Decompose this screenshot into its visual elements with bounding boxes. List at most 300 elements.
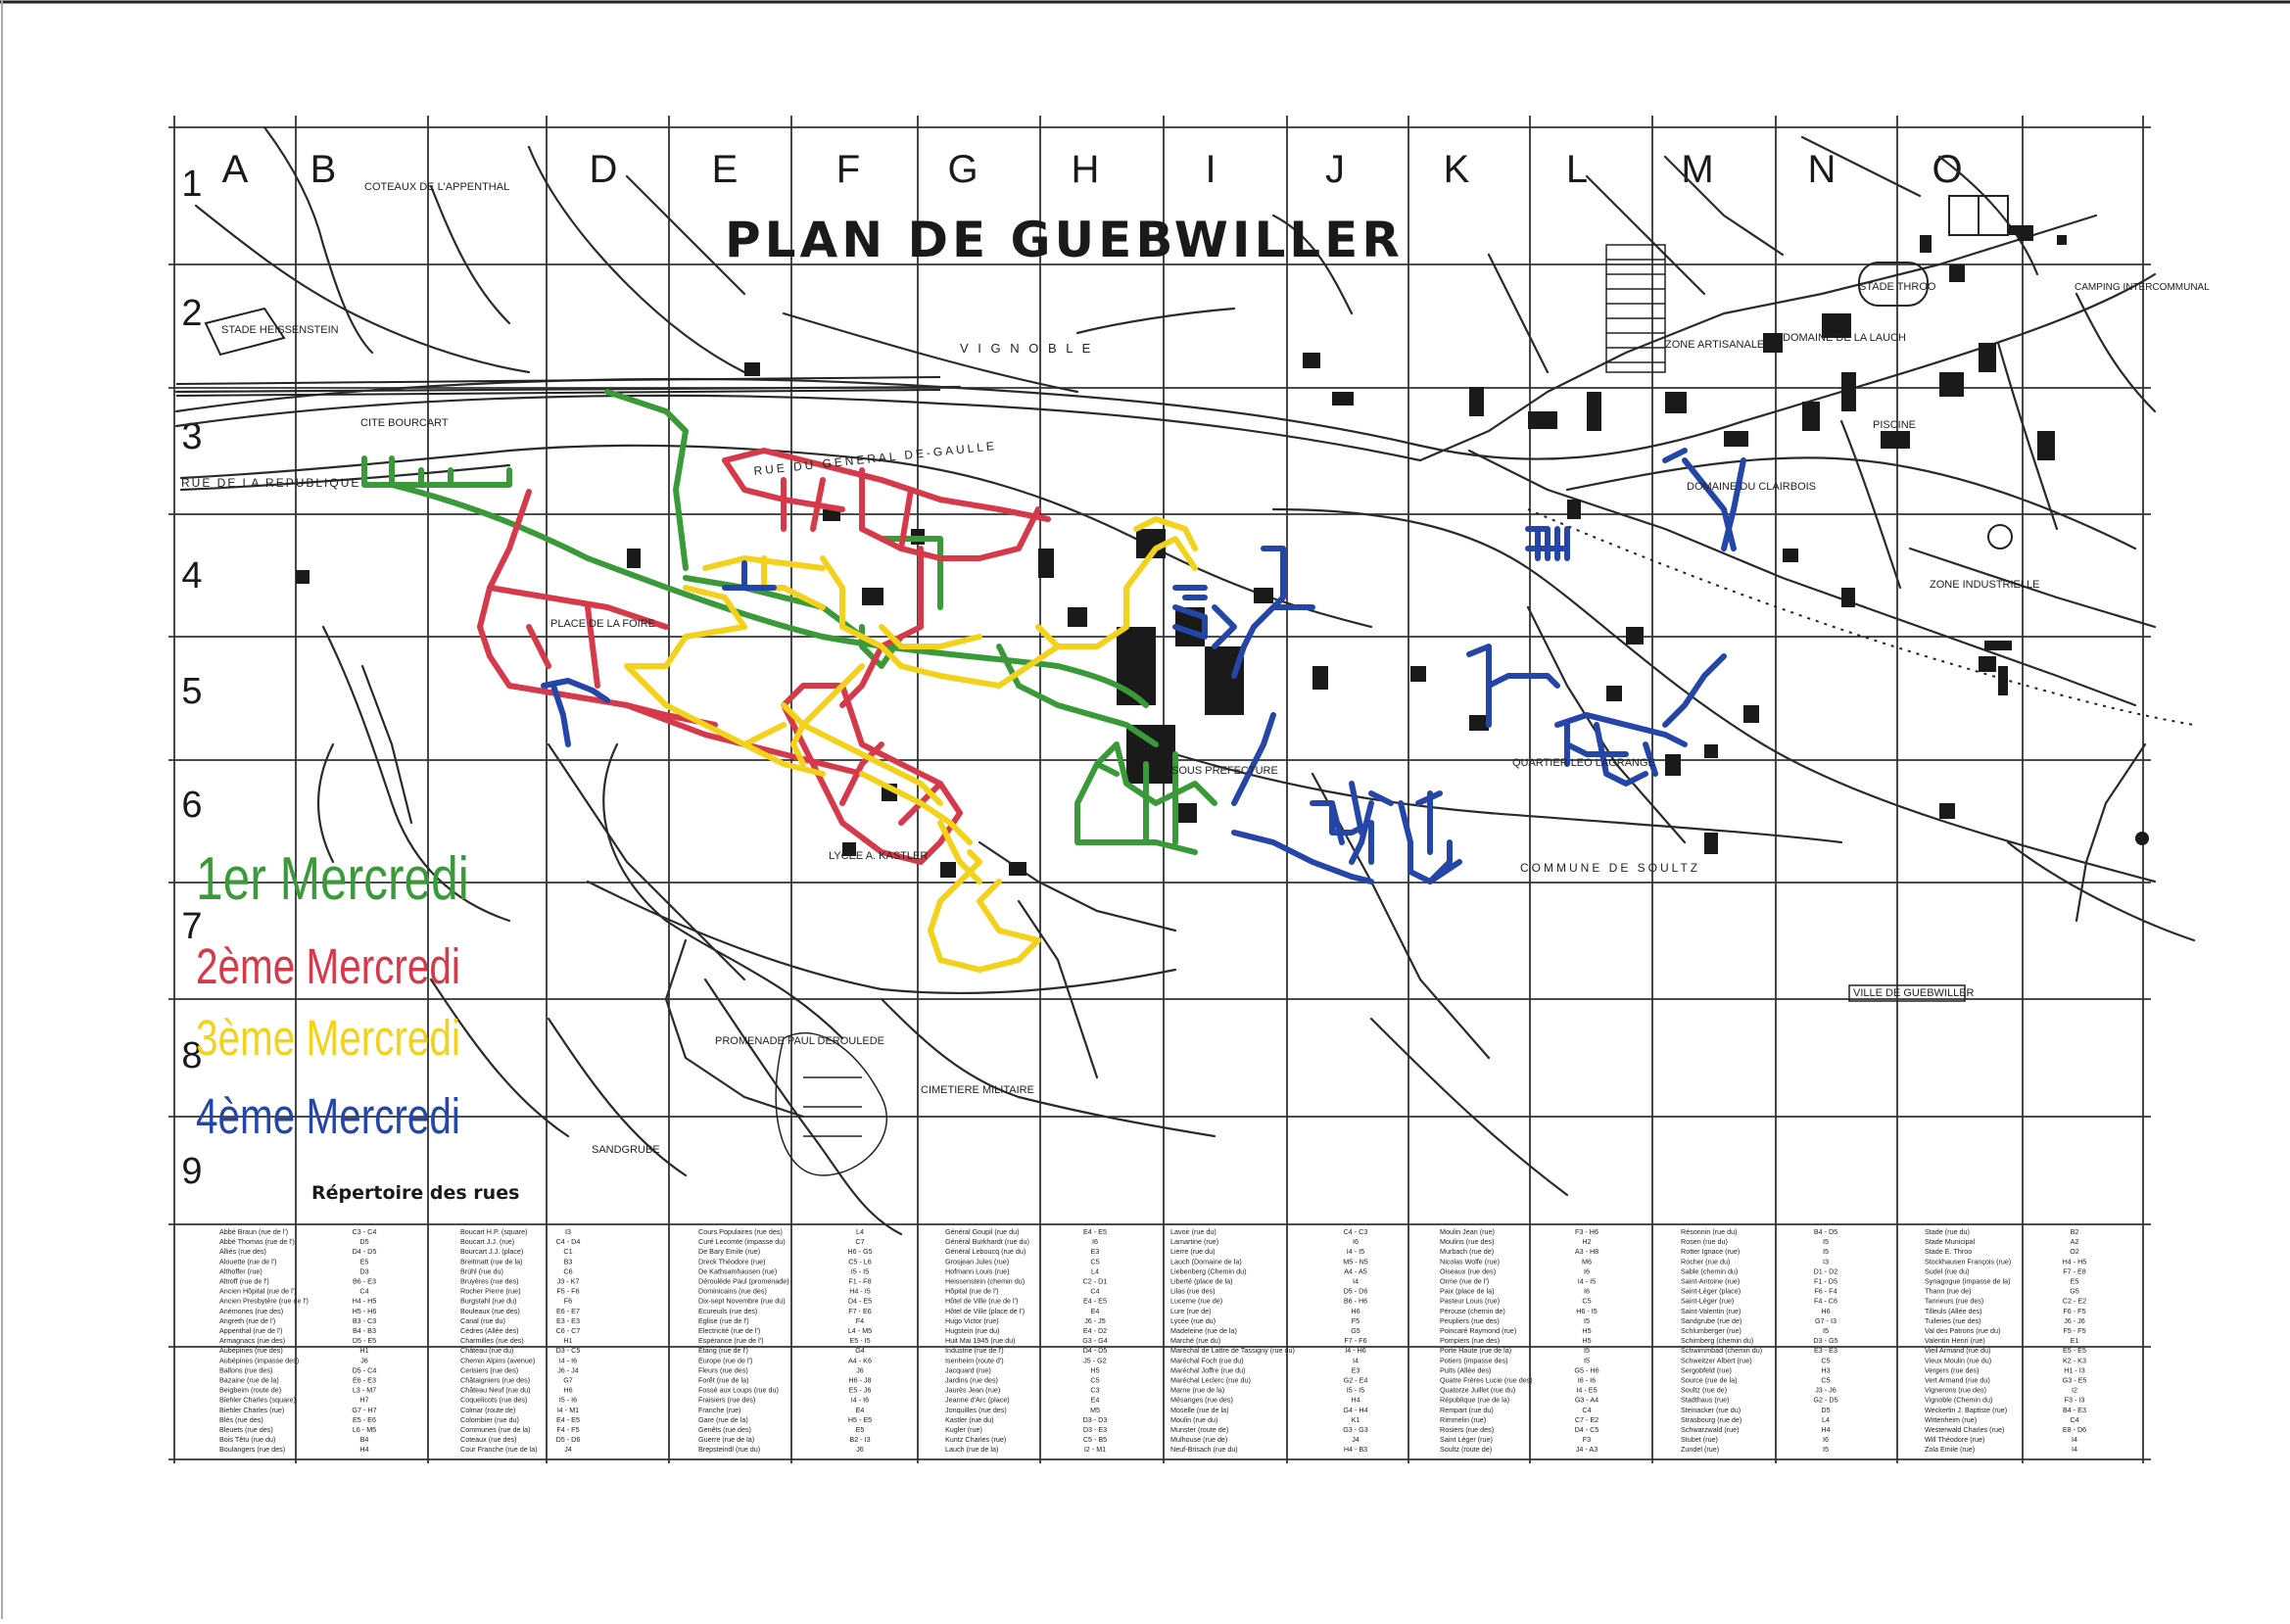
street-grid-ref: D5 - C4: [352, 1365, 377, 1375]
legend-item: 2ème Mercredi: [196, 938, 460, 995]
street-name: Pompiers (rue des): [1440, 1336, 1501, 1346]
street-name: Thann (rue de): [1925, 1286, 1972, 1296]
street-grid-ref: D4 - E5: [847, 1296, 873, 1306]
street-name: Vignoble (Chemin du): [1925, 1395, 1993, 1405]
street-grid-ref: H1 - I3: [2064, 1365, 2085, 1375]
street-name: Aubépines (rue des): [219, 1346, 283, 1356]
street-name: Europe (rue de l'): [698, 1356, 753, 1365]
street-grid-ref: I5: [1823, 1237, 1829, 1247]
row-label: 3: [181, 416, 203, 457]
street-grid-ref: A3 - H8: [1574, 1247, 1599, 1257]
street-grid-ref: G4: [855, 1346, 865, 1356]
street-name: Forêt (rue de la): [698, 1375, 749, 1385]
street-name: Stadthaus (rue): [1681, 1395, 1730, 1405]
street-name: Vergers (rue des): [1925, 1365, 1980, 1375]
street-name: Saint-Léger (place): [1681, 1286, 1741, 1296]
street-grid-ref: C3: [1090, 1385, 1100, 1395]
street-grid-ref: C2 - D1: [1082, 1276, 1108, 1286]
street-grid-ref: E5: [855, 1425, 865, 1434]
street-name: Soultz (route de): [1440, 1445, 1493, 1455]
street-grid-ref: E4 - D2: [1082, 1326, 1108, 1335]
label-sandgrube: SANDGRUBE: [592, 1144, 660, 1156]
street-name: Saint-Léger (rue): [1681, 1296, 1735, 1306]
street-grid-ref: H6 - G5: [847, 1247, 873, 1257]
street-grid-ref: H5: [1090, 1365, 1100, 1375]
street-name: Vert Armand (rue du): [1925, 1375, 1990, 1385]
street-name: Rosiers (rue des): [1440, 1425, 1495, 1434]
street-grid-ref: D4 - D5: [1082, 1346, 1108, 1356]
street-grid-ref: F4 - F5: [556, 1425, 580, 1434]
street-name: Marne (rue de la): [1170, 1385, 1225, 1395]
map-title: PLAN DE GUEBWILLER: [725, 212, 1404, 268]
street-name: Poincaré Raymond (rue): [1440, 1326, 1517, 1335]
street-name: Fraisiers (rue des): [698, 1395, 756, 1405]
column-label: D: [589, 148, 618, 191]
column-label: I: [1205, 148, 1217, 191]
column-label: H: [1071, 148, 1100, 191]
street-name: Peupliers (rue des): [1440, 1315, 1500, 1325]
street-name: Industrie (rue de l'): [945, 1346, 1004, 1356]
street-grid-ref: L4: [1822, 1414, 1830, 1424]
street-grid-ref: C6: [563, 1266, 573, 1276]
street-grid-ref: I4: [2072, 1435, 2077, 1445]
street-grid-ref: A4 - A5: [1344, 1266, 1367, 1276]
street-grid-ref: D3: [359, 1266, 369, 1276]
street-name: Coteaux (rue des): [460, 1435, 517, 1445]
map-labels: [181, 181, 2210, 1156]
street-name: Guerre (rue de la): [698, 1435, 755, 1445]
street-grid-ref: I6: [1353, 1237, 1359, 1247]
label-quartier-leo: QUARTIER LEO LAGRANGE: [1512, 757, 1655, 769]
street-grid-ref: C5: [1821, 1356, 1831, 1365]
route-3eme-mercredi: [627, 519, 1195, 970]
street-name: Weckerlin J. Baptiste (rue): [1925, 1405, 2008, 1414]
street-grid-ref: J3 - J6: [1815, 1385, 1837, 1395]
street-name: Hôtel de Ville (rue de l'): [945, 1296, 1019, 1306]
street-grid-ref: C5: [1090, 1375, 1100, 1385]
street-grid-ref: B3 - C3: [352, 1315, 377, 1325]
street-name: Rotter Ignace (rue): [1681, 1247, 1741, 1257]
street-grid-ref: G2 - E4: [1343, 1375, 1368, 1385]
row-label: 6: [181, 785, 203, 826]
street-grid-ref: G5: [1351, 1326, 1360, 1335]
street-name: Lamartine (rue): [1170, 1237, 1219, 1247]
street-name: Lavoir (rue du): [1170, 1227, 1217, 1236]
street-name: Stockhausen François (rue): [1925, 1257, 2012, 1266]
street-grid-ref: I2: [2072, 1385, 2077, 1395]
street-name: Moulins (rue des): [1440, 1237, 1495, 1247]
street-name: Potiers (impasse des): [1440, 1356, 1508, 1365]
street-grid-ref: G3 - G3: [1343, 1425, 1368, 1434]
street-name: Tanneurs (rue des): [1925, 1296, 1984, 1306]
repertoire-title: Répertoire des rues: [311, 1182, 520, 1204]
street-index: [219, 1227, 2086, 1454]
street-grid-ref: D5: [1821, 1405, 1831, 1414]
street-grid-ref: E4 - E5: [556, 1414, 580, 1424]
street-grid-ref: D5 - E5: [352, 1336, 377, 1346]
street-name: Maréchal Leclerc (rue du): [1170, 1375, 1251, 1385]
street-grid-ref: A4 - K6: [848, 1356, 872, 1365]
street-name: Saint-Antoine (rue): [1681, 1276, 1741, 1286]
street-grid-ref: F1 - D5: [1814, 1276, 1837, 1286]
street-grid-ref: I3: [1823, 1257, 1829, 1266]
street-name: Eglise (rue de l'): [698, 1315, 749, 1325]
street-grid-ref: E5 - E6: [353, 1414, 376, 1424]
street-name: Rocher (rue du): [1681, 1257, 1731, 1266]
street-grid-ref: C3 - C4: [352, 1227, 377, 1236]
street-grid-ref: G5: [2070, 1286, 2079, 1296]
street-name: Blés (rue des): [219, 1414, 263, 1424]
street-name: Beigbeim (route de): [219, 1385, 282, 1395]
street-grid-ref: E5: [2070, 1276, 2079, 1286]
street-grid-ref: D5 - D6: [1343, 1286, 1368, 1296]
label-cite-bourcart: CITE BOURCART: [360, 417, 449, 429]
street-name: Burgstahl (rue du): [460, 1296, 517, 1306]
street-name: Maréchal de Lattre de Tassigny (rue du): [1170, 1346, 1295, 1356]
base-streets: [176, 127, 2194, 1234]
street-grid-ref: I4 - I5: [1346, 1247, 1365, 1257]
street-name: Fossé aux Loups (rue du): [698, 1385, 779, 1395]
street-name: Angreth (rue de l'): [219, 1315, 276, 1325]
street-grid-ref: J6 - J6: [2064, 1315, 2085, 1325]
street-grid-ref: F4 - C6: [1814, 1296, 1837, 1306]
street-name: Déroulède Paul (promenade): [698, 1276, 789, 1286]
street-grid-ref: G7: [563, 1375, 573, 1385]
street-name: Puits (Allée des): [1440, 1365, 1492, 1375]
street-grid-ref: I4: [1353, 1356, 1359, 1365]
street-name: Westerwald Charles (rue): [1925, 1425, 2005, 1434]
street-name: Alouette (rue de l'): [219, 1257, 277, 1266]
street-name: Général Goupil (rue du): [945, 1227, 1020, 1236]
street-grid-ref: E4: [1090, 1395, 1100, 1405]
street-grid-ref: F7 - E6: [848, 1306, 872, 1315]
street-grid-ref: J5 - G2: [1083, 1356, 1107, 1365]
street-grid-ref: H4: [1821, 1425, 1831, 1434]
street-grid-ref: E3: [1090, 1247, 1100, 1257]
street-name: Nicolas Wolfe (rue): [1440, 1257, 1500, 1266]
street-name: Hugstein (rue du): [945, 1326, 1000, 1335]
street-name: Bourcart J.J. (place): [460, 1247, 524, 1257]
street-name: Brühl (rue du): [460, 1266, 503, 1276]
street-name: Communes (rue de la): [460, 1425, 531, 1434]
street-name: Abbé Thomas (rue de l'): [219, 1237, 295, 1247]
street-name: Abbé Braun (rue de l'): [219, 1227, 289, 1236]
street-name: Vieil Armand (rue du): [1925, 1346, 1991, 1356]
legend-item: 4ème Mercredi: [196, 1088, 460, 1145]
street-grid-ref: I5: [1823, 1326, 1829, 1335]
street-grid-ref: J3 - K7: [556, 1276, 580, 1286]
street-name: Synagogue (impasse de la): [1925, 1276, 2011, 1286]
street-grid-ref: I6: [1584, 1266, 1590, 1276]
street-name: Genêts (rue des): [698, 1425, 751, 1434]
street-name: Boulangers (rue des): [219, 1445, 286, 1455]
street-name: Vieux Moulin (rue du): [1925, 1356, 1992, 1365]
street-name: Hofmann Louis (rue): [945, 1266, 1010, 1276]
street-grid-ref: G3 - E5: [2062, 1375, 2087, 1385]
street-grid-ref: J4 - A3: [1575, 1445, 1598, 1455]
street-name: Bruyères (rue des): [460, 1276, 519, 1286]
street-name: Marché (rue du): [1170, 1336, 1221, 1346]
street-grid-ref: C5: [1821, 1375, 1831, 1385]
street-grid-ref: H4 - H5: [352, 1296, 377, 1306]
street-grid-ref: E3 - E3: [1814, 1346, 1837, 1356]
street-grid-ref: I6: [1823, 1435, 1829, 1445]
street-name: Strasbourg (rue de): [1681, 1414, 1742, 1424]
street-grid-ref: C5 - L6: [848, 1257, 872, 1266]
street-name: Electricité (rue de l'): [698, 1326, 761, 1335]
column-label: L: [1565, 148, 1589, 191]
street-grid-ref: I4 - I6: [558, 1356, 578, 1365]
street-grid-ref: B4: [359, 1435, 369, 1445]
street-grid-ref: D3 - E3: [1082, 1425, 1108, 1434]
street-name: Sergobfeld (rue): [1681, 1365, 1732, 1375]
street-name: Maréchal Joffre (rue du): [1170, 1365, 1246, 1375]
street-grid-ref: I5 - I6: [558, 1395, 578, 1405]
street-grid-ref: D3 - D3: [1082, 1414, 1108, 1424]
street-name: Boucart J.J. (rue): [460, 1237, 515, 1247]
street-grid-ref: E4: [1090, 1306, 1100, 1315]
street-name: Lucerne (rue de): [1170, 1296, 1223, 1306]
street-grid-ref: E5 - E5: [2063, 1346, 2086, 1356]
street-grid-ref: I5: [1584, 1346, 1590, 1356]
street-name: Cerisiers (rue des): [460, 1365, 519, 1375]
street-name: Ballons (rue des): [219, 1365, 273, 1375]
street-name: Dreck Théodore (rue): [698, 1257, 766, 1266]
street-name: Dix-sept Novembre (rue du): [698, 1296, 786, 1306]
street-grid-ref: C4: [359, 1286, 369, 1296]
street-grid-ref: L4 - M5: [847, 1326, 873, 1335]
street-grid-ref: B6 - H6: [1343, 1296, 1368, 1306]
street-name: Mulhouse (rue de): [1170, 1435, 1228, 1445]
street-name: Dominicains (rue des): [698, 1286, 767, 1296]
column-label: O: [1932, 148, 1963, 191]
street-grid-ref: J6: [856, 1445, 864, 1455]
street-name: Anémones (rue des): [219, 1306, 284, 1315]
street-grid-ref: C7: [855, 1237, 865, 1247]
street-name: Rempart (rue du): [1440, 1405, 1494, 1414]
street-grid-ref: G3 - G4: [1082, 1336, 1108, 1346]
street-name: Rocher Pierre (rue): [460, 1286, 521, 1296]
legend-item: 3ème Mercredi: [196, 1010, 460, 1067]
street-grid-ref: I4 - E5: [1576, 1385, 1598, 1395]
label-stade-throo: STADE THROO: [1859, 281, 1936, 293]
street-name: Vignerons (rue des): [1925, 1385, 1986, 1395]
street-grid-ref: H4 - B3: [1343, 1445, 1368, 1455]
street-name: Châtaigniers (rue des): [460, 1375, 531, 1385]
street-grid-ref: E6 - E3: [353, 1375, 376, 1385]
street-name: Zundel (rue): [1681, 1445, 1720, 1455]
street-name: Etang (rue de l'): [698, 1346, 748, 1356]
street-name: Sandgrube (rue de): [1681, 1315, 1742, 1325]
street-name: Saint-Valentin (rue): [1681, 1306, 1741, 1315]
street-name: Bazaine (rue de la): [219, 1375, 279, 1385]
street-grid-ref: G2 - D5: [1813, 1395, 1838, 1405]
street-grid-ref: B4 - D5: [1813, 1227, 1838, 1236]
street-grid-ref: I6 - I6: [1577, 1375, 1597, 1385]
street-grid-ref: I5: [1823, 1247, 1829, 1257]
street-grid-ref: G5 - H6: [1574, 1365, 1599, 1375]
street-grid-ref: H4: [359, 1445, 369, 1455]
street-grid-ref: F6: [563, 1296, 573, 1306]
street-name: Saint Léger (rue): [1440, 1435, 1493, 1445]
row-label: 1: [181, 164, 203, 205]
street-grid-ref: M5: [1090, 1405, 1100, 1414]
street-grid-ref: C4: [1582, 1405, 1592, 1414]
street-grid-ref: M6: [1582, 1257, 1592, 1266]
street-name: Ancien Presbytère (rue de l'): [219, 1296, 309, 1306]
street-grid-ref: H5: [1582, 1326, 1592, 1335]
street-grid-ref: I2 - M1: [1083, 1445, 1107, 1455]
street-grid-ref: F5: [1351, 1315, 1360, 1325]
street-grid-ref: H5 - E5: [847, 1414, 873, 1424]
street-name: Pasteur Louis (rue): [1440, 1296, 1501, 1306]
street-name: Lierre (rue du): [1170, 1247, 1216, 1257]
street-grid-ref: D5: [359, 1237, 369, 1247]
label-domaine-clairbois: DOMAINE DU CLAIRBOIS: [1687, 481, 1817, 493]
street-name: Rosen (rue du): [1681, 1237, 1728, 1247]
label-stade-heissenstein: STADE HEISSENSTEIN: [221, 324, 339, 336]
street-grid-ref: K2 - K3: [2063, 1356, 2086, 1365]
street-grid-ref: H4 - H5: [2062, 1257, 2087, 1266]
street-grid-ref: H4 - I5: [849, 1286, 871, 1296]
street-grid-ref: J6: [856, 1365, 864, 1375]
street-grid-ref: C4 - D4: [555, 1237, 581, 1247]
street-name: Bouleaux (rue des): [460, 1306, 520, 1315]
street-name: Jonquilles (rue des): [945, 1405, 1007, 1414]
street-name: Munster (route de): [1170, 1425, 1229, 1434]
street-name: Madeleine (rue de la): [1170, 1326, 1237, 1335]
street-name: Franche (rue): [698, 1405, 741, 1414]
column-label: N: [1807, 148, 1837, 191]
street-grid-ref: B4 - B3: [353, 1326, 376, 1335]
street-grid-ref: H7: [359, 1395, 369, 1405]
street-name: Val des Patrons (rue du): [1925, 1326, 2001, 1335]
street-name: Grosjean Jules (rue): [945, 1257, 1010, 1266]
street-grid-ref: I4: [2072, 1445, 2077, 1455]
label-zone-industrielle: ZONE INDUSTRIELLE: [1930, 579, 2040, 591]
street-name: Chemin Alpins (avenue): [460, 1356, 536, 1365]
street-grid-ref: F3: [1582, 1435, 1592, 1445]
street-name: Will Théodore (rue): [1925, 1435, 1985, 1445]
row-label: 8: [181, 1035, 203, 1076]
street-name: Aubépines (impasse des): [219, 1356, 300, 1365]
column-label: J: [1325, 148, 1345, 191]
street-name: Schwarzwald (rue): [1681, 1425, 1740, 1434]
street-name: Cours Populaires (rue des): [698, 1227, 783, 1236]
street-name: Steinacker (rue du): [1681, 1405, 1741, 1414]
street-name: Isenheim (route d'): [945, 1356, 1004, 1365]
street-grid-ref: H6: [563, 1385, 573, 1395]
street-name: Moselle (rue de la): [1170, 1405, 1229, 1414]
street-name: Sable (chemin du): [1681, 1266, 1739, 1276]
column-label: K: [1443, 148, 1470, 191]
street-grid-ref: F1 - F8: [848, 1276, 872, 1286]
street-grid-ref: I4 - I5: [1577, 1276, 1597, 1286]
street-name: Orme (rue de l'): [1440, 1276, 1490, 1286]
street-name: Porte Haute (rue de la): [1440, 1346, 1512, 1356]
street-name: Espérance (rue de l'): [698, 1336, 764, 1346]
label-rue-general-de-gaulle: RUE DU GENERAL DE-GAULLE: [752, 438, 998, 478]
street-grid-ref: I5 - I5: [850, 1266, 870, 1276]
street-grid-ref: H4: [1351, 1395, 1360, 1405]
street-grid-ref: J6 - J4: [557, 1365, 579, 1375]
street-grid-ref: H5 - H6: [352, 1306, 377, 1315]
punch-hole: [2135, 832, 2149, 845]
street-name: Hôtel de Ville (place de l'): [945, 1306, 1026, 1315]
street-name: Château (rue du): [460, 1346, 514, 1356]
street-name: De Bary Emile (rue): [698, 1247, 761, 1257]
street-name: Sudel (rue du): [1925, 1266, 1970, 1276]
street-grid-ref: L4: [856, 1227, 864, 1236]
street-grid-ref: D3 - G5: [1813, 1336, 1838, 1346]
street-grid-ref: G3 - A4: [1574, 1395, 1599, 1405]
street-name: Alliés (rue des): [219, 1247, 266, 1257]
street-grid-ref: I5: [1584, 1315, 1590, 1325]
street-grid-ref: F7 - E8: [2063, 1266, 2086, 1276]
street-name: Lauch (rue de la): [945, 1445, 999, 1455]
label-ville-guebwiller: VILLE DE GUEBWILLER: [1853, 987, 1975, 999]
street-name: Lauch (Domaine de la): [1170, 1257, 1242, 1266]
street-name: Bois Têtu (rue du): [219, 1435, 276, 1445]
street-name: Colombier (rue du): [460, 1414, 519, 1424]
street-grid-ref: E4: [855, 1405, 865, 1414]
label-sous-prefecture: SOUS PREFECTURE: [1171, 765, 1278, 777]
column-label: B: [310, 148, 337, 191]
street-name: Moulin (rue du): [1170, 1414, 1218, 1424]
street-name: Jardins (rue des): [945, 1375, 998, 1385]
street-grid-ref: J4: [1352, 1435, 1360, 1445]
street-name: Quatorze Juillet (rue du): [1440, 1385, 1516, 1395]
street-grid-ref: C4 - C3: [1343, 1227, 1368, 1236]
street-grid-ref: B4 - E3: [2063, 1405, 2086, 1414]
street-name: Général Burkhardt (rue du): [945, 1237, 1029, 1247]
street-name: Gare (rue de la): [698, 1414, 748, 1424]
label-domaine-lauch: DOMAINE DE LA LAUCH: [1783, 332, 1906, 344]
street-grid-ref: L3 - M7: [352, 1385, 377, 1395]
street-name: Curé Lecomte (impasse du): [698, 1237, 786, 1247]
street-name: Huit Mai 1945 (rue du): [945, 1336, 1016, 1346]
street-grid-ref: D1 - D2: [1813, 1266, 1838, 1276]
street-name: De Kathsamhausen (rue): [698, 1266, 778, 1276]
street-grid-ref: C5: [1582, 1296, 1592, 1306]
street-grid-ref: O2: [2070, 1247, 2079, 1257]
street-grid-ref: F6 - F4: [1814, 1286, 1837, 1296]
street-name: Valentin Henri (rue): [1925, 1336, 1985, 1346]
street-name: Ecureuils (rue des): [698, 1306, 758, 1315]
street-grid-ref: B6 - E3: [353, 1276, 376, 1286]
label-piscine: PISCINE: [1873, 419, 1917, 431]
street-name: Canal (rue du): [460, 1315, 505, 1325]
street-grid-ref: D5 - D6: [555, 1435, 581, 1445]
label-vignoble: V I G N O B L E: [960, 341, 1094, 356]
street-grid-ref: I6: [1584, 1286, 1590, 1296]
street-name: Schlumberger (rue): [1681, 1326, 1741, 1335]
street-name: Cour Franche (rue de la): [460, 1445, 538, 1455]
street-name: Pérouse (chemin de): [1440, 1306, 1505, 1315]
row-label: 5: [181, 671, 203, 712]
row-label: 2: [181, 293, 203, 334]
label-rue-republique: RUE DE LA REPUBLIQUE: [181, 476, 361, 490]
street-grid-ref: A2: [2070, 1237, 2079, 1247]
street-grid-ref: I4 - I6: [850, 1395, 870, 1405]
street-grid-ref: E3 - E3: [556, 1315, 580, 1325]
street-name: Brepsteindl (rue du): [698, 1445, 761, 1455]
street-name: Schwimmbad (chemin du): [1681, 1346, 1763, 1356]
street-grid-ref: I3: [565, 1227, 571, 1236]
street-name: Biehler Charles (rue): [219, 1405, 285, 1414]
cemetery: [776, 1033, 886, 1175]
label-place-foire: PLACE DE LA FOIRE: [550, 618, 655, 630]
